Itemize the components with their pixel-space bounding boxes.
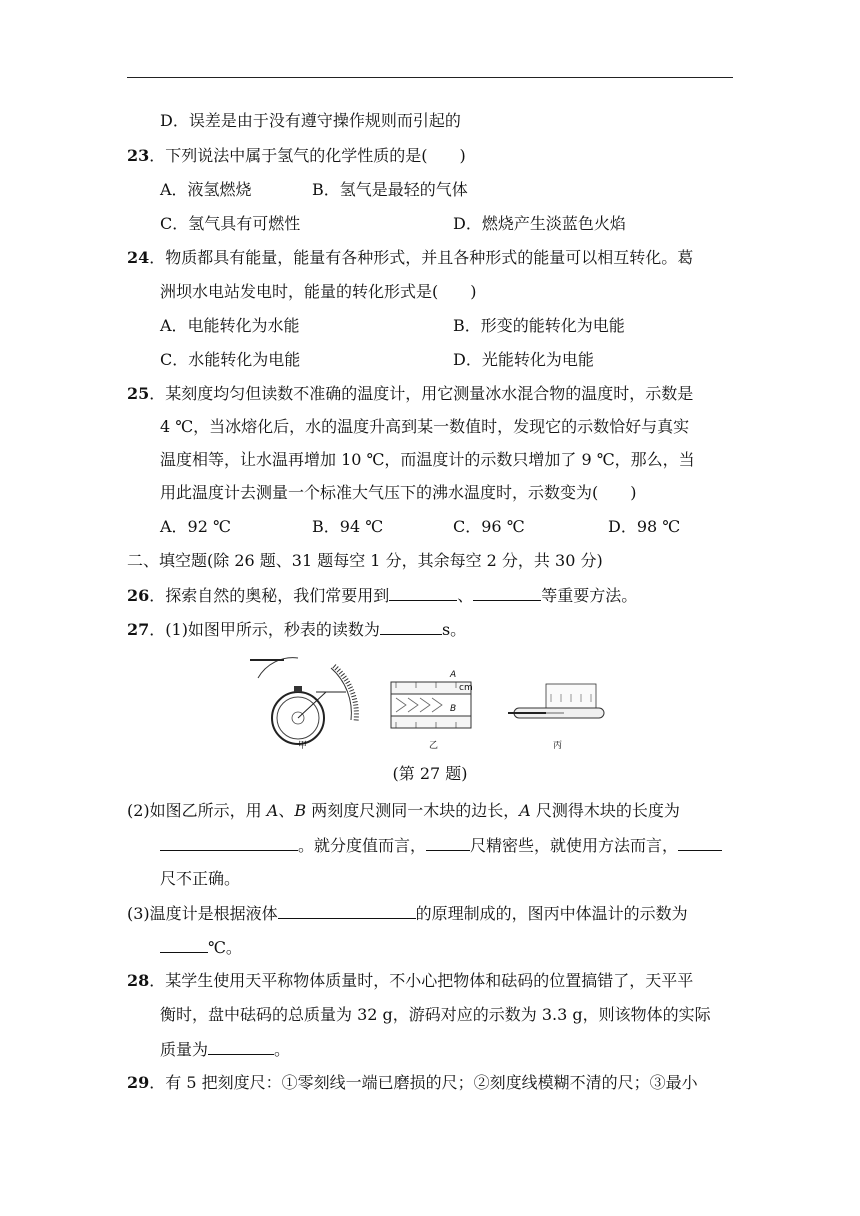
ruler-unit-cm: cm [459,683,473,693]
q27-part2-line2: 。就分度值而言， 尺精密些，就使用方法而言， [160,834,722,857]
header-rule [127,77,733,78]
q24-option-d: D．光能转化为电能 [453,350,594,369]
q27-part3-line1: (3)温度计是根据液体 的原理制成的，图丙中体温计的示数为 [127,904,688,923]
q24-option-a: A．电能转化为水能 [160,316,300,335]
q25-stem-line3: 温度相等，让水温再增加 10 ℃，而温度计的示数只增加了 9 ℃，那么，当 [160,450,695,469]
q24-stem-line2: 洲坝水电站发电时，能量的转化形式是( ) [160,282,477,301]
q27-figure-caption: (第 27 题) [392,764,468,783]
q23-stem: 23．下列说法中属于氢气的化学性质的是( ) [127,146,466,165]
q24-option-c: C．水能转化为电能 [160,350,301,369]
q27-blank-incorrect[interactable] [678,834,722,851]
q24-stem-line1: 24．物质都具有能量，能量有各种形式，并且各种形式的能量可以相互转化。葛 [127,248,694,267]
figure-label-bing: 丙 [553,741,563,751]
figure-label-jia: 甲 [298,741,308,751]
q24-option-b: B．形变的能转化为电能 [453,316,625,335]
q29-stem-line1: 29．有 5 把刻度尺：①零刻线一端已磨损的尺；②刻度线模糊不清的尺；③最小 [127,1073,698,1092]
q23-option-b: B．氢气是最轻的气体 [312,180,468,199]
figure-label-yi: 乙 [429,741,439,751]
section-heading: 二、填空题(除 26 题、31 题每空 1 分，其余每空 2 分，共 30 分) [127,551,603,570]
q25-stem-line4: 用此温度计去测量一个标准大气压下的沸水温度时，示数变为( ) [160,483,637,502]
ruler-label-a: A [450,670,457,680]
q26-stem: 26．探索自然的奥秘，我们常要用到 、 等重要方法。 [127,586,638,605]
q27-part2-line1: (2)如图乙所示，用 A、B 两刻度尺测同一木块的边长，A 尺测得木块的长度为 [127,801,680,820]
q25-stem-line1: 25．某刻度均匀但读数不准确的温度计，用它测量冰水混合物的温度时，示数是 [127,384,694,403]
q25-stem-line2: 4 ℃，当冰熔化后，水的温度升高到某一数值时，发现它的示数恰好与真实 [160,417,690,436]
q23-option-a: A．液氢燃烧 [160,180,252,199]
q23-option-d: D．燃烧产生淡蓝色火焰 [453,214,626,233]
q27-part3-line2: ℃。 [160,936,242,959]
q27-blank-principle[interactable] [278,902,416,919]
q28-stem-line2: 衡时，盘中砝码的总质量为 32 g，游码对应的示数为 3.3 g，则该物体的实际 [160,1005,711,1024]
q27-part1: 27．(1)如图甲所示，秒表的读数为 s。 [127,620,467,639]
q22-option-d: D．误差是由于没有遵守操作规则而引起的 [160,111,461,130]
q28-stem-line1: 28．某学生使用天平称物体质量时，不小心把物体和砝码的位置搞错了，天平平 [127,971,694,990]
q23-option-c: C．氢气具有可燃性 [160,214,301,233]
q27-figure [246,650,616,750]
q27-blank-temperature[interactable] [160,936,208,953]
q26-blank-2[interactable] [473,584,541,601]
q25-option-c: C．96 ℃ [453,517,525,536]
q28-stem-line3: 质量为 。 [160,1040,291,1059]
q25-option-d: D．98 ℃ [608,517,681,536]
q27-figure-drawing [246,650,616,750]
q27-blank-stopwatch[interactable] [380,618,442,635]
ruler-label-b: B [450,704,457,714]
thermometer-figure [508,684,604,718]
q26-blank-1[interactable] [389,584,457,601]
q27-blank-precise[interactable] [426,834,470,851]
q27-part2-line3: 尺不正确。 [160,869,241,888]
q27-blank-length[interactable] [160,834,298,851]
q25-option-b: B．94 ℃ [312,517,384,536]
stopwatch-figure [250,658,356,744]
q25-option-a: A．92 ℃ [160,517,231,536]
q28-blank-mass[interactable] [208,1038,274,1055]
